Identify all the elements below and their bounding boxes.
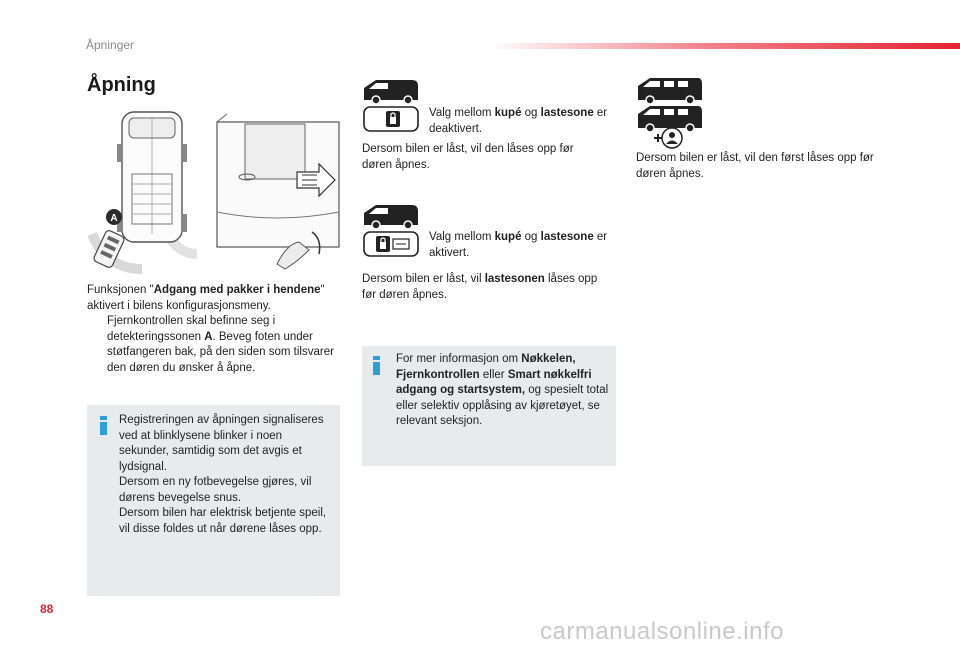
b2-caption-3: er aktivert. xyxy=(429,231,608,259)
b1-caption-1: Valg mellom xyxy=(429,107,495,119)
block-1-caption xyxy=(429,106,609,137)
bullet-item xyxy=(87,314,342,376)
bullet-text-1: Fjernkontrollen skal befinne seg i detekteringssonen xyxy=(107,315,276,343)
hands-free-illustration xyxy=(87,104,342,276)
b2-text-lastesonen: lastesonen xyxy=(484,273,545,285)
bullet-text xyxy=(107,314,342,376)
right-text: Dersom bilen er låst, vil den først låses opp før døren åpnes. xyxy=(636,152,874,180)
feature-name: Adgang med pakker i hendene xyxy=(153,284,321,296)
info-mid-text-3: og spesielt total eller selektiv opplåsing av kjøretøyet, se relevant seksjon. xyxy=(396,384,609,427)
minibus-icons xyxy=(636,74,704,150)
info-line-2: Dersom en ny fotbevegelse gjøres, vil dørens bevegelse snus. xyxy=(119,476,312,504)
intro-text-1: Funksjonen " xyxy=(87,284,154,296)
b2-caption-1: Valg mellom xyxy=(429,231,495,243)
bullet-text-2: . Beveg foten under støtfangeren bak, på den siden som tilsvarer den døren du ønsker å åpne. xyxy=(107,330,334,374)
b2-text-2: låses opp før døren åpnes. xyxy=(362,273,598,301)
info-box-left-text xyxy=(119,413,332,537)
intro-text-2: " aktivert i bilens konfigurasjonsmeny. xyxy=(87,284,325,312)
b2-caption-kupe: kupé xyxy=(494,231,522,243)
bullet-arrow-icon xyxy=(87,314,107,376)
section-title: Åpninger xyxy=(86,38,135,52)
page-heading: Åpning xyxy=(87,74,156,96)
zone-a-marker: A xyxy=(110,213,118,224)
van-icon-deactivated xyxy=(362,76,420,134)
b1-caption-3: er deaktivert. xyxy=(429,107,608,135)
page-number: 88 xyxy=(40,602,54,616)
info-line-3: Dersom bilen har elektrisk betjente speil, vil disse foldes ut når dørene låses opp. xyxy=(119,507,327,535)
info-line-1: Registreringen av åpningen signaliseres ved at blinklysene blinker i noen sekunder, samtidig som det avgis et lydsignal. xyxy=(119,414,324,473)
block-2-text xyxy=(362,272,612,303)
info-box-left xyxy=(87,405,340,596)
block-1-text: Dersom bilen er låst, vil den låses opp før døren åpnes. xyxy=(362,143,574,171)
info-icon xyxy=(373,356,380,376)
bullet-bold-a: A xyxy=(204,330,213,343)
info-box-middle-text xyxy=(396,352,610,430)
info-mid-text-2: eller xyxy=(479,368,508,381)
info-icon xyxy=(100,416,107,436)
block-2-caption xyxy=(429,230,609,261)
watermark: carmanualsonline.info xyxy=(540,618,784,645)
van-icon-activated xyxy=(362,201,420,259)
info-mid-bold-1: Nøkkelen, Fjernkontrollen xyxy=(396,353,576,381)
info-mid-bold-2: Smart nøkkelfri adgang og startsystem, xyxy=(396,368,592,396)
b2-text-1: Dersom bilen er låst, vil xyxy=(362,273,485,285)
info-box-middle xyxy=(362,346,616,466)
b1-caption-lastesone: lastesone xyxy=(540,107,594,119)
header-accent-bar xyxy=(488,43,960,49)
b2-caption-lastesone: lastesone xyxy=(540,231,594,243)
b1-caption-2: og xyxy=(521,107,541,119)
b2-caption-2: og xyxy=(521,231,541,243)
left-intro-paragraph xyxy=(87,283,342,314)
info-mid-text-1: For mer informasjon om xyxy=(396,353,522,365)
b1-caption-kupe: kupé xyxy=(494,107,522,119)
